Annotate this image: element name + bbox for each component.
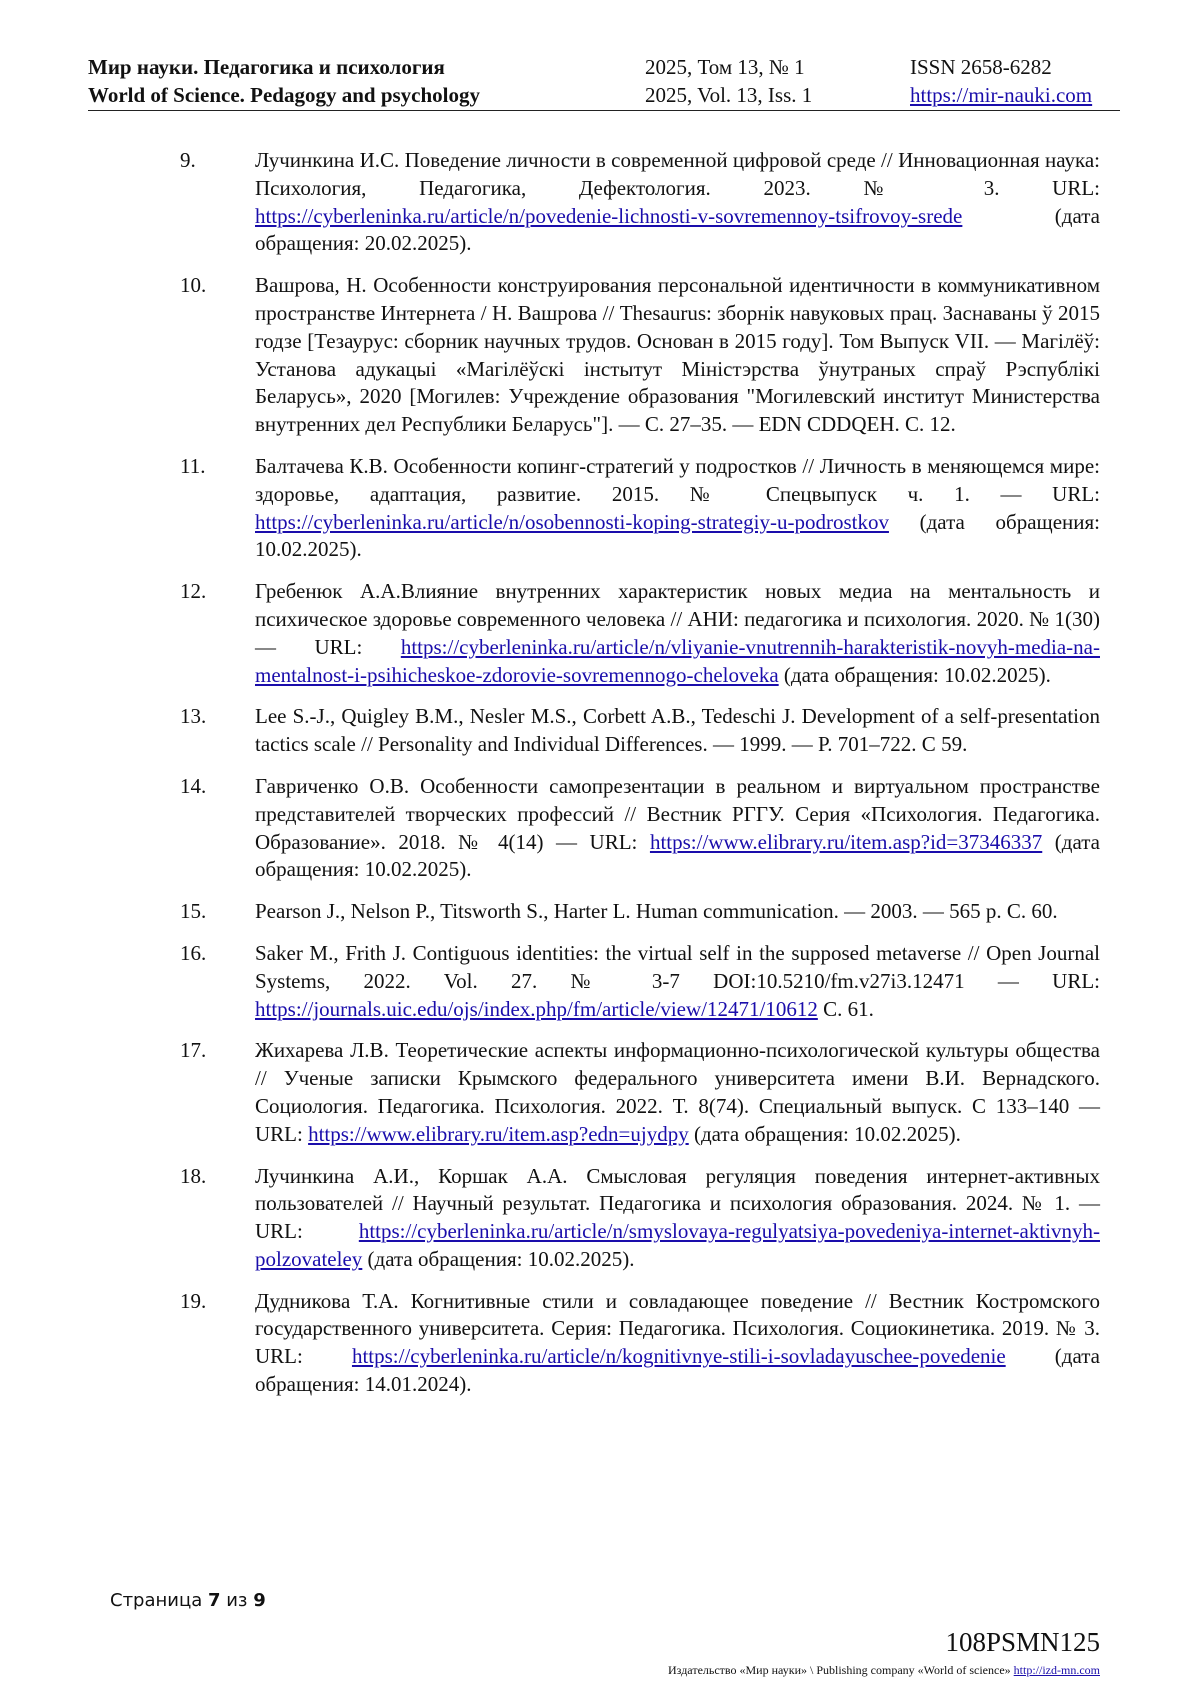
page-total: 9 [253,1590,266,1611]
reference-body: Pearson J., Nelson P., Titsworth S., Harter L. Human communication. — 2003. — 565 p. С. 60. [255,899,1058,924]
reference-number: 16. [180,940,207,965]
reference-body: Гребенюк А.А.Влияние внутренних характеристик новых медиа на ментальность и психическое здоровье современного человека // АНИ: педагогика и психология. 2020. № 1(30) — URL: [255,579,1100,659]
reference-text [255,1163,1100,1274]
reference-item [180,773,1100,884]
reference-item [180,272,1100,439]
reference-body: Saker M., Frith J. Contiguous identities: the virtual self in the supposed metaverse // Open Journal Systems, 2022. Vol. 27. № 3-7 DOI:10.5210/fm.v27i3.12471 — URL: [255,940,1100,993]
reference-item [180,940,1100,1023]
reference-item [180,1037,1100,1148]
reference-access-date: (дата обращения: 10.02.2025). [778,662,1051,687]
reference-body: Лучинкина И.С. Поведение личности в современной цифровой среде // Инновационная наука: Психология, Педагогика, Дефектология. 2023. № 3. URL: [255,148,1100,200]
journal-header [88,53,1118,115]
reference-body: Lee S.-J., Quigley B.M., Nesler M.S., Corbett A.B., Tedeschi J. Development of a self-presentation tactics scale // Personality and Individual Differences. — 1999. — P. 701–722. С 59. [255,704,1100,757]
reference-body: Дудникова Т.А. Когнитивные стили и совладающее поведение // Вестник Костромского государственного университета. Серия: Педагогика. Психология. Социокинетика. 2019. № 3. URL: [255,1288,1100,1369]
reference-url[interactable]: https://cyberleninka.ru/article/n/povedenie-lichnosti-v-sovremennoy-tsifrovoy-srede [255,203,963,228]
journal-issue [645,53,812,109]
reference-body: Гавриченко О.В. Особенности самопрезентации в реальном и виртуальном пространстве представителей творческих профессий // Вестник РГГУ. Серия «Психология. Педагогика. Образование». 2018. № 4(14) — URL: [255,773,1100,854]
publisher-text: Издательство «Мир науки» \ Publishing company «World of science» [668,1663,1014,1677]
journal-issue-ru: 2025, Том 13, № 1 [645,55,805,79]
reference-url[interactable]: https://cyberleninka.ru/article/n/vliyanie-vnutrennih-harakteristik-novyh-media-na-mentalnost-i-psihicheskoe-zdorovie-sovremennogo-cheloveka [255,634,1100,687]
reference-access-date: (дата обращения: 14.01.2024). [255,1344,1100,1397]
reference-text [255,147,1100,258]
reference-url[interactable]: https://cyberleninka.ru/article/n/smyslovaya-regulyatsiya-povedeniya-internet-aktivnyh-polzovateley [255,1219,1100,1271]
reference-number: 10. [180,273,207,298]
page-current: 7 [207,1590,221,1611]
reference-url[interactable]: https://www.elibrary.ru/item.asp?edn=ujydpy [308,1121,689,1146]
page-mid: из [220,1590,254,1611]
reference-text [255,453,1100,564]
reference-url[interactable]: https://journals.uic.edu/ojs/index.php/fm/article/view/12471/10612 [255,996,818,1021]
reference-access-date: (дата обращения: 20.02.2025). [255,203,1100,256]
header-divider [88,110,1120,111]
reference-number: 9. [180,148,196,172]
reference-text [255,578,1100,689]
reference-item [180,147,1100,258]
publisher-link[interactable]: http://izd-mn.com [1013,1663,1100,1677]
reference-number: 14. [180,773,207,798]
reference-list [180,147,1100,1413]
reference-access-date: С. 61. [817,996,874,1021]
reference-access-date: (дата обращения: 10.02.2025). [688,1121,961,1146]
reference-text [255,1037,1100,1148]
reference-text [255,1288,1100,1399]
issn: ISSN 2658-6282 [910,55,1052,79]
reference-body: Балтачева К.В. Особенности копинг-стратегий у подростков // Личность в меняющемся мире: здоровье, адаптация, развитие. 2015. № Спецвыпуск ч. 1. — URL: [255,453,1100,506]
journal-id [910,53,1092,109]
publisher-line [668,1663,1100,1678]
journal-issue-en: 2025, Vol. 13, Iss. 1 [645,83,813,107]
journal-title-en: World of Science. Pedagogy and psychology [88,83,481,107]
reference-body: Лучинкина А.И., Коршак А.А. Смысловая регуляция поведения интернет-активных пользователей // Научный результат. Педагогика и психология образования. 2024. № 1. — URL: [255,1163,1100,1244]
reference-number: 17. [180,1038,207,1063]
reference-url[interactable]: https://cyberleninka.ru/article/n/kognitivnye-stili-i-sovladayuschee-povedenie [351,1344,1006,1369]
reference-item [180,1163,1100,1274]
reference-url[interactable]: https://cyberleninka.ru/article/n/osobennosti-koping-strategiy-u-podrostkov [255,509,889,534]
reference-access-date: (дата обращения: 10.02.2025). [255,509,1100,562]
reference-text [255,703,1100,759]
reference-item [180,578,1100,689]
reference-item [180,703,1100,759]
reference-item [180,453,1100,564]
reference-item [180,1288,1100,1399]
reference-text [255,272,1100,439]
reference-text [255,773,1100,884]
reference-number: 11. [180,453,206,478]
reference-body: Жихарева Л.В. Теоретические аспекты информационно-психологической культуры общества // Ученые записки Крымского федерального университета имени В.И. Вернадского. Социология. Педагогика. Психология. 2022. Т. 8(74). Специальный выпуск. С 133–140 — URL: [255,1038,1100,1146]
reference-item [180,898,1100,926]
page-counter [110,1590,266,1611]
reference-number: 13. [180,704,207,729]
reference-text [255,940,1100,1023]
reference-number: 12. [180,579,207,604]
page-prefix: Страница [110,1590,208,1611]
journal-site-link[interactable]: https://mir-nauki.com [910,83,1093,107]
reference-access-date: (дата обращения: 10.02.2025). [362,1246,635,1271]
journal-title-ru: Мир науки. Педагогика и психология [88,55,445,79]
reference-body: Вашрова, Н. Особенности конструирования персональной идентичности в коммуникативном пространстве Интернета / Н. Вашрова // Thesaurus: зборнік навуковых прац. Заснаваны ў 2015 годзе [Тезаурус: сборник научных трудов. Основан в 2015 году]. Том Выпуск VII. — Магілёў: Установа адукацыі «Магілёўскі інстытут Міністэрства ўнутраных спраў Рэспублікі Беларусь», 2020 [Могилев: Учреждение образования "Могилевский институт Министерства внутренних дел Республики Беларусь"]. — С. 27–35. — EDN CDDQEH. С. 12. [255,273,1100,437]
article-code: 108PSMN125 [945,1627,1100,1657]
reference-number: 18. [180,1163,207,1188]
reference-url[interactable]: https://www.elibrary.ru/item.asp?id=37346337 [649,829,1043,854]
reference-number: 19. [180,1288,207,1313]
reference-number: 15. [180,899,207,924]
reference-access-date: (дата обращения: 10.02.2025). [255,829,1100,882]
journal-title [88,53,480,109]
reference-text [255,898,1100,926]
